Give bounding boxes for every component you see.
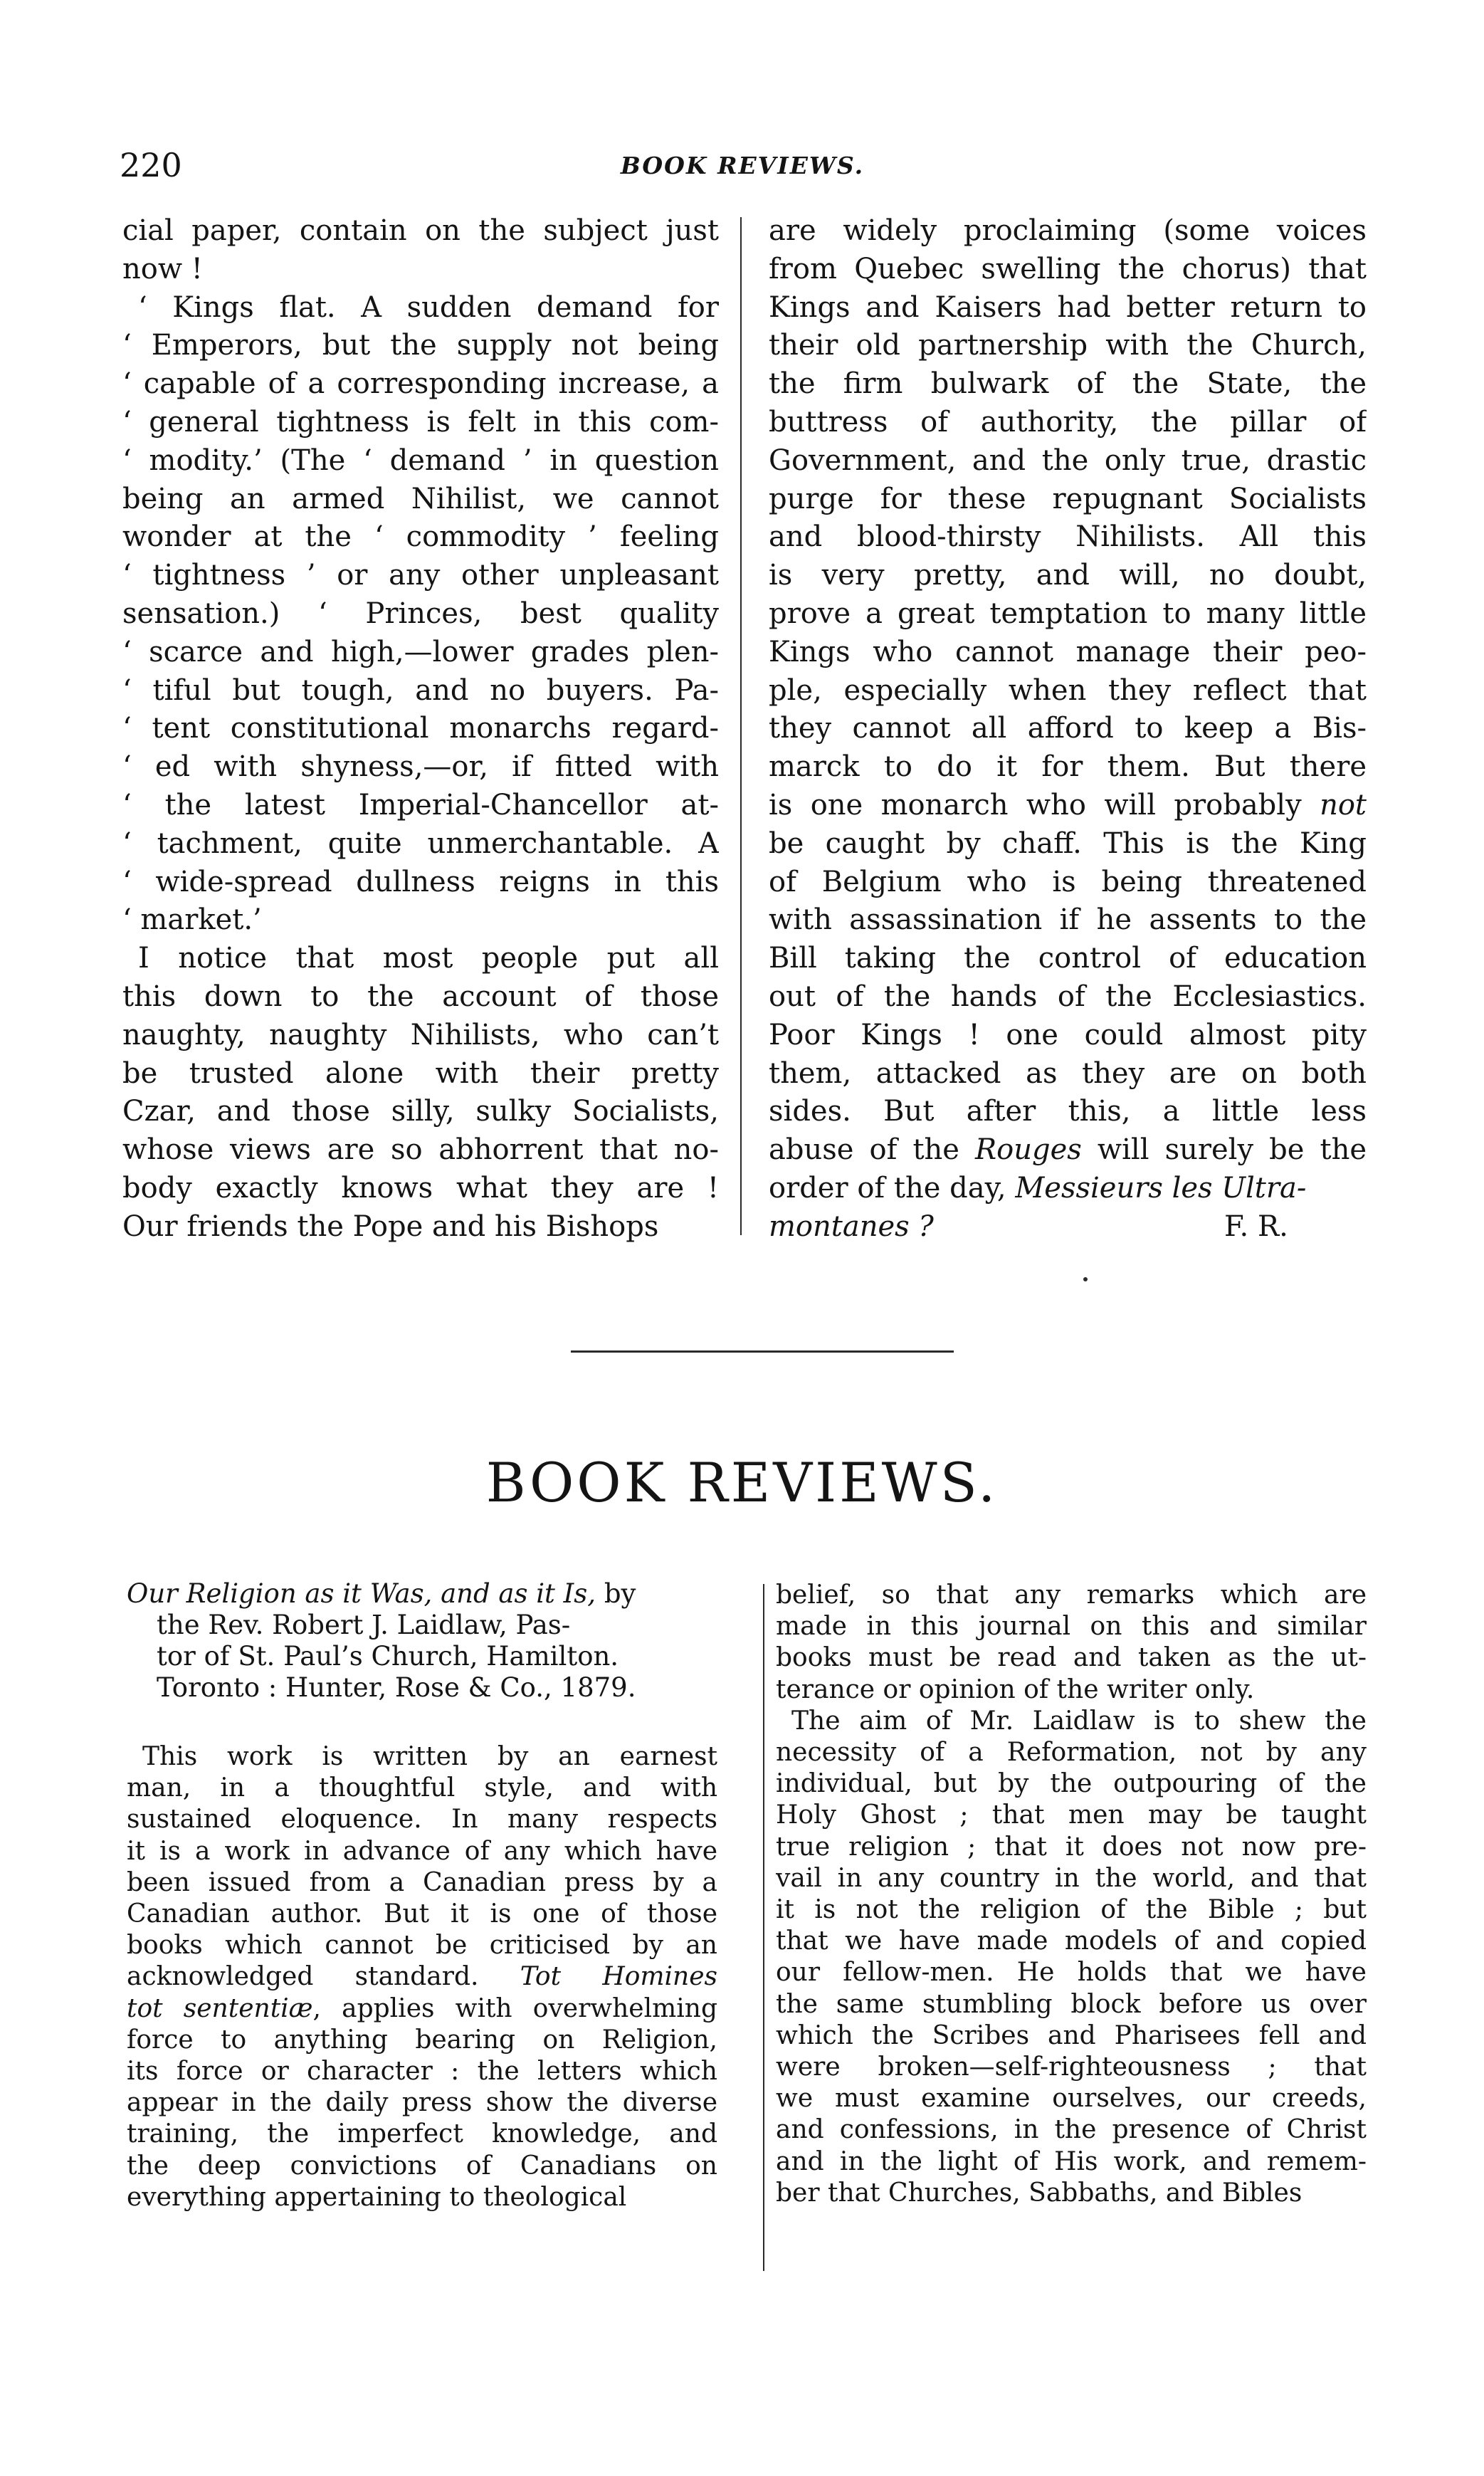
text-line: cial paper, contain on the subject just [122,214,719,247]
text-line: sensation.) ‘ Princes, best quality [122,597,719,630]
text-line: training, the imperfect knowledge, and [127,2119,717,2149]
text-line: ‘ wide-spread dullness reigns in this [122,865,719,898]
text-line: ‘ general tightness is felt in this com- [122,405,719,439]
running-head [120,146,1365,189]
text-line: now ! [122,252,203,285]
text-line: being an armed Nihilist, we cannot [122,482,719,515]
text-line: ‘ market.’ [122,903,262,937]
text-line: ‘ Emperors, but the supply not being [122,329,719,362]
text-line: their old partnership with the Church, [769,329,1367,362]
bottom-left-column [127,1741,717,2213]
column-divider [740,217,742,1235]
text-line: and in the light of His work, and remem- [776,2146,1367,2176]
text-line: of Belgium who is being threatened [769,865,1367,898]
text-line: whose views are so abhorrent that no- [122,1133,719,1167]
text-line: our fellow-men. He holds that we have [776,1958,1367,1988]
text-line: is very pretty, and will, no doubt, [769,559,1367,592]
text-line: naughty, naughty Nihilists, who can’t [122,1018,719,1051]
text-line: with assassination if he assents to the [769,903,1367,937]
bib-by: by [604,1578,636,1609]
text-line: books must be read and taken as the ut- [776,1643,1367,1673]
text-line: sides. But after this, a little less [769,1095,1367,1128]
text-line: made in this journal on this and similar [776,1612,1367,1642]
text-line: and confessions, in the presence of Christ [776,2115,1367,2145]
text-line: vail in any country in the world, and that [776,1863,1367,1893]
text-line: books which cannot be criticised by an [127,1931,717,1961]
text-line: The aim of Mr. Laidlaw is to shew the [791,1706,1367,1736]
text-line: Canadian author. But it is one of those [127,1899,717,1929]
text-line: ‘ tightness ’ or any other unpleasant [122,559,719,592]
text-line: ‘ tiful but tough, and no buyers. Pa- [122,673,719,707]
text-line: is one monarch who will probably not [769,788,1367,822]
bib-line: Toronto : Hunter, Rose & Co., 1879. [157,1672,636,1703]
text-line: be trusted alone with their pretty [122,1056,719,1090]
text-line: wonder at the ‘ commodity ’ feeling [122,520,719,554]
text-line: Kings and Kaisers had better return to [769,290,1367,324]
text-line: out of the hands of the Ecclesiastics. [769,980,1367,1013]
text-line: ple, especially when they reflect that [769,673,1367,707]
text-line: ‘ capable of a corresponding increase, a [122,367,719,401]
text-line: Poor Kings ! one could almost pity [769,1018,1367,1051]
text-line: the same stumbling block before us over [776,1989,1367,2019]
bib-author-line: the Rev. Robert J. Laidlaw, Pas- [157,1610,571,1640]
text-line: them, attacked as they are on both [769,1056,1367,1090]
text-line: This work is written by an earnest [142,1742,717,1771]
bib-line: tor of St. Paul’s Church, Hamilton. [157,1641,619,1672]
text-line: ‘ the latest Imperial-Chancellor at- [122,788,719,822]
text-line: body exactly knows what they are ! [122,1171,719,1205]
text-line: the firm bulwark of the State, the [769,367,1367,401]
text-line: I notice that most people put all [138,942,719,975]
text-line: true religion ; that it does not now pre- [776,1832,1367,1862]
text-line: ‘ modity.’ (The ‘ demand ’ in question [122,444,719,477]
book-title: Our Religion as it Was, and as it Is, [127,1578,596,1609]
column-divider [763,1584,764,2271]
text-line: this down to the account of those [122,980,719,1013]
text-line: ‘ scarce and high,—lower grades plen- [122,635,719,668]
text-line: individual, but by the outpouring of the [776,1769,1367,1799]
italic-word: montanes ? [769,1210,934,1243]
text-line: and blood-thirsty Nihilists. All this [769,520,1367,554]
text-line: ‘ ed with shyness,—or, if fitted with [122,750,719,784]
text-line: belief, so that any remarks which are [776,1580,1367,1610]
text-line: it is a work in advance of any which have [127,1836,717,1866]
text-line: are widely proclaiming (some voices [769,214,1367,247]
text-line: be caught by chaff. This is the King [769,827,1367,860]
text-line: purge for these repugnant Socialists [769,482,1367,515]
text-line: ber that Churches, Sabbaths, and Bibles [776,2178,1303,2208]
text-line: which the Scribes and Pharisees fell and [776,2020,1367,2050]
text-line: sustained eloquence. In many respects [127,1805,717,1835]
text-line: ‘ tent constitutional monarchs regard- [122,712,719,745]
bib-title-line [127,1578,717,1610]
text-line: abuse of the Rouges will surely be the [769,1133,1367,1167]
signature-line [769,1208,1367,1247]
text-line: were broken—self-righteousness ; that [776,2052,1367,2082]
text-line: we must examine ourselves, our creeds, [776,2084,1367,2114]
text-line: Bill taking the control of education [769,942,1367,975]
text-line: Kings who cannot manage their peo- [769,635,1367,668]
text-line: necessity of a Reformation, not by any [776,1738,1367,1768]
text-line: prove a great temptation to many little [769,597,1367,630]
top-right-column [769,212,1367,1247]
text-line: they cannot all afford to keep a Bis- [769,712,1367,745]
text-line: order of the day, Messieurs les Ultra- [769,1171,1307,1205]
text-line: Czar, and those silly, sulky Socialists, [122,1095,719,1128]
section-heading: BOOK REVIEWS. [485,1451,999,1514]
text-line: from Quebec swelling the chorus) that [769,252,1367,285]
section-divider [571,1350,954,1353]
text-line: tot sententiæ, applies with overwhelming [127,1993,717,2023]
text-line: force to anything bearing on Religion, [127,2025,717,2055]
text-line: everything appertaining to theological [127,2182,627,2212]
top-left-column [122,212,719,1247]
text-line: acknowledged standard. Tot Homines [127,1962,717,1992]
text-line: appear in the daily press show the diverse [127,2088,717,2118]
bottom-right-column [776,1580,1367,2209]
text-line: ‘ Kings flat. A sudden demand for [138,290,719,324]
text-line: the deep convictions of Canadians on [127,2151,717,2181]
text-line: man, in a thoughtful style, and with [127,1773,717,1803]
text-line: Holy Ghost ; that men may be taught [776,1800,1367,1830]
text-line: Government, and the only true, drastic [769,444,1367,477]
text-line: terance or opinion of the writer only. [776,1674,1255,1704]
running-title: BOOK REVIEWS. [620,152,865,179]
page-number: 220 [120,146,182,184]
text-line: buttress of authority, the pillar of [769,405,1367,439]
text-line: ‘ tachment, quite unmerchantable. A [122,827,719,860]
review-bibliography [127,1578,717,1704]
text-line: marck to do it for them. But there [769,750,1367,784]
text-line: that we have made models of and copied [776,1926,1367,1956]
text-line: Our friends the Pope and his Bishops [122,1210,659,1243]
stray-mark [1083,1277,1088,1281]
author-signature: F. R. [1224,1210,1288,1243]
text-line: its force or character : the letters which [127,2057,717,2087]
text-line: it is not the religion of the Bible ; but [776,1895,1367,1925]
text-line: been issued from a Canadian press by a [127,1867,717,1897]
